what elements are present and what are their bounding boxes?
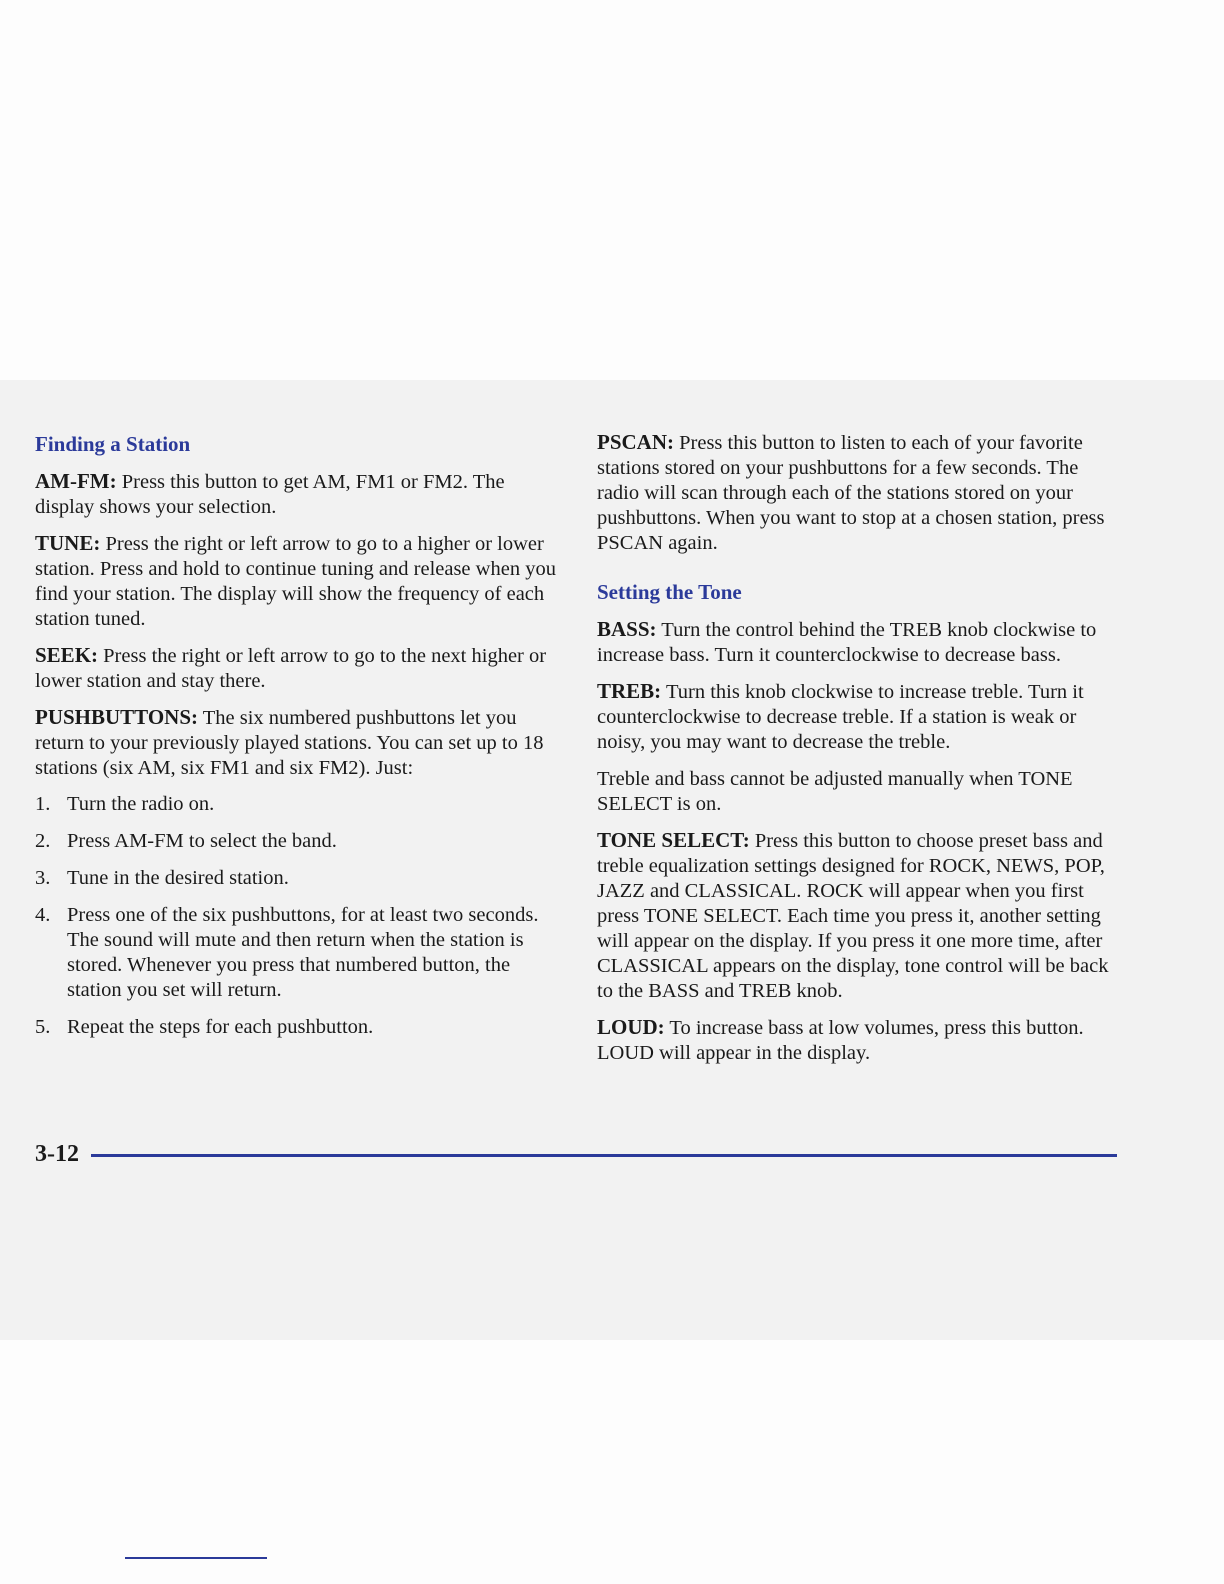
entry-seek	[35, 643, 560, 694]
left-column	[35, 430, 560, 1052]
entry-treble-bass-note	[597, 766, 1122, 817]
list-item	[35, 1015, 560, 1040]
entry-text: Press this button to get AM, FM1 or FM2. The display shows your selection.	[35, 471, 505, 518]
step-number: 3.	[35, 867, 51, 889]
term-label: PUSHBUTTONS:	[35, 705, 198, 729]
pushbutton-steps-list	[35, 792, 560, 1040]
term-label: PSCAN:	[597, 430, 674, 454]
entry-text: Press the right or left arrow to go to the next higher or lower station and stay there.	[35, 645, 547, 692]
page-number: 3-12	[35, 1141, 79, 1167]
step-text: Turn the radio on.	[67, 793, 215, 815]
term-label: LOUD:	[597, 1015, 665, 1039]
entry-tone-select	[597, 828, 1122, 1004]
entry-text: Turn the control behind the TREB knob clockwise to increase bass. Turn it counterclockwise to decrease bass.	[597, 619, 1097, 666]
list-item	[35, 829, 560, 854]
entry-text: The six numbered pushbuttons let you return to your previously played stations. You can set up to 18 stations (six AM, six FM1 and six FM2). Just:	[35, 707, 544, 779]
entry-text: Press this button to choose preset bass and treble equalization settings designed for ROCK, NEWS, POP, JAZZ and CLASSICAL. ROCK will appear when you first press TONE SELECT. Each time you press it, another setting will appear on the display. If you press it one more time, after CLASSICAL appears on the display, tone control will be back to the BASS and TREB knob.	[597, 830, 1109, 1002]
entry-text: Press the right or left arrow to go to a higher or lower station. Press and hold to continue tuning and release when you find your station. The display will show the frequency of each station tuned.	[35, 533, 556, 630]
term-label: TONE SELECT:	[597, 828, 750, 852]
entry-bass	[597, 617, 1122, 668]
step-number: 5.	[35, 1016, 51, 1038]
entry-pushbuttons	[35, 705, 560, 781]
step-number: 2.	[35, 830, 51, 852]
entry-treb	[597, 679, 1122, 755]
section-heading-finding-a-station: Finding a Station	[35, 432, 191, 456]
step-number: 4.	[35, 904, 51, 926]
entry-pscan	[597, 430, 1122, 556]
step-text: Press AM-FM to select the band.	[67, 830, 337, 852]
entry-loud	[597, 1015, 1122, 1066]
list-item	[35, 792, 560, 817]
term-label: TREB:	[597, 679, 662, 703]
term-label: SEEK:	[35, 643, 99, 667]
step-number: 1.	[35, 793, 51, 815]
entry-text: Turn this knob clockwise to increase treble. Turn it counterclockwise to decrease treble. If a station is weak or noisy, you may want to decrease the treble.	[597, 681, 1084, 753]
step-text: Tune in the desired station.	[67, 867, 289, 889]
term-label: TUNE:	[35, 531, 101, 555]
entry-tune	[35, 531, 560, 632]
bottom-divider	[125, 1557, 267, 1559]
entry-text: Treble and bass cannot be adjusted manually when TONE SELECT is on.	[597, 768, 1073, 815]
entry-text: Press this button to listen to each of your favorite stations stored on your pushbuttons for a few seconds. The radio will scan through each of the stations stored on your pushbuttons. When you want to stop at a chosen station, press PSCAN again.	[597, 432, 1105, 554]
step-text: Repeat the steps for each pushbutton.	[67, 1016, 374, 1038]
right-column	[597, 430, 1122, 1077]
list-item	[35, 903, 560, 1003]
term-label: BASS:	[597, 617, 657, 641]
list-item	[35, 866, 560, 891]
entry-text: To increase bass at low volumes, press this button. LOUD will appear in the display.	[597, 1017, 1084, 1064]
term-label: AM-FM:	[35, 469, 117, 493]
step-text: Press one of the six pushbuttons, for at least two seconds. The sound will mute and then return when the station is stored. Whenever you press that numbered button, the station you set will return.	[67, 904, 539, 1001]
footer-divider	[91, 1154, 1117, 1157]
section-heading-setting-the-tone: Setting the Tone	[597, 580, 742, 604]
page-footer	[35, 1137, 1117, 1171]
entry-am-fm	[35, 469, 560, 520]
